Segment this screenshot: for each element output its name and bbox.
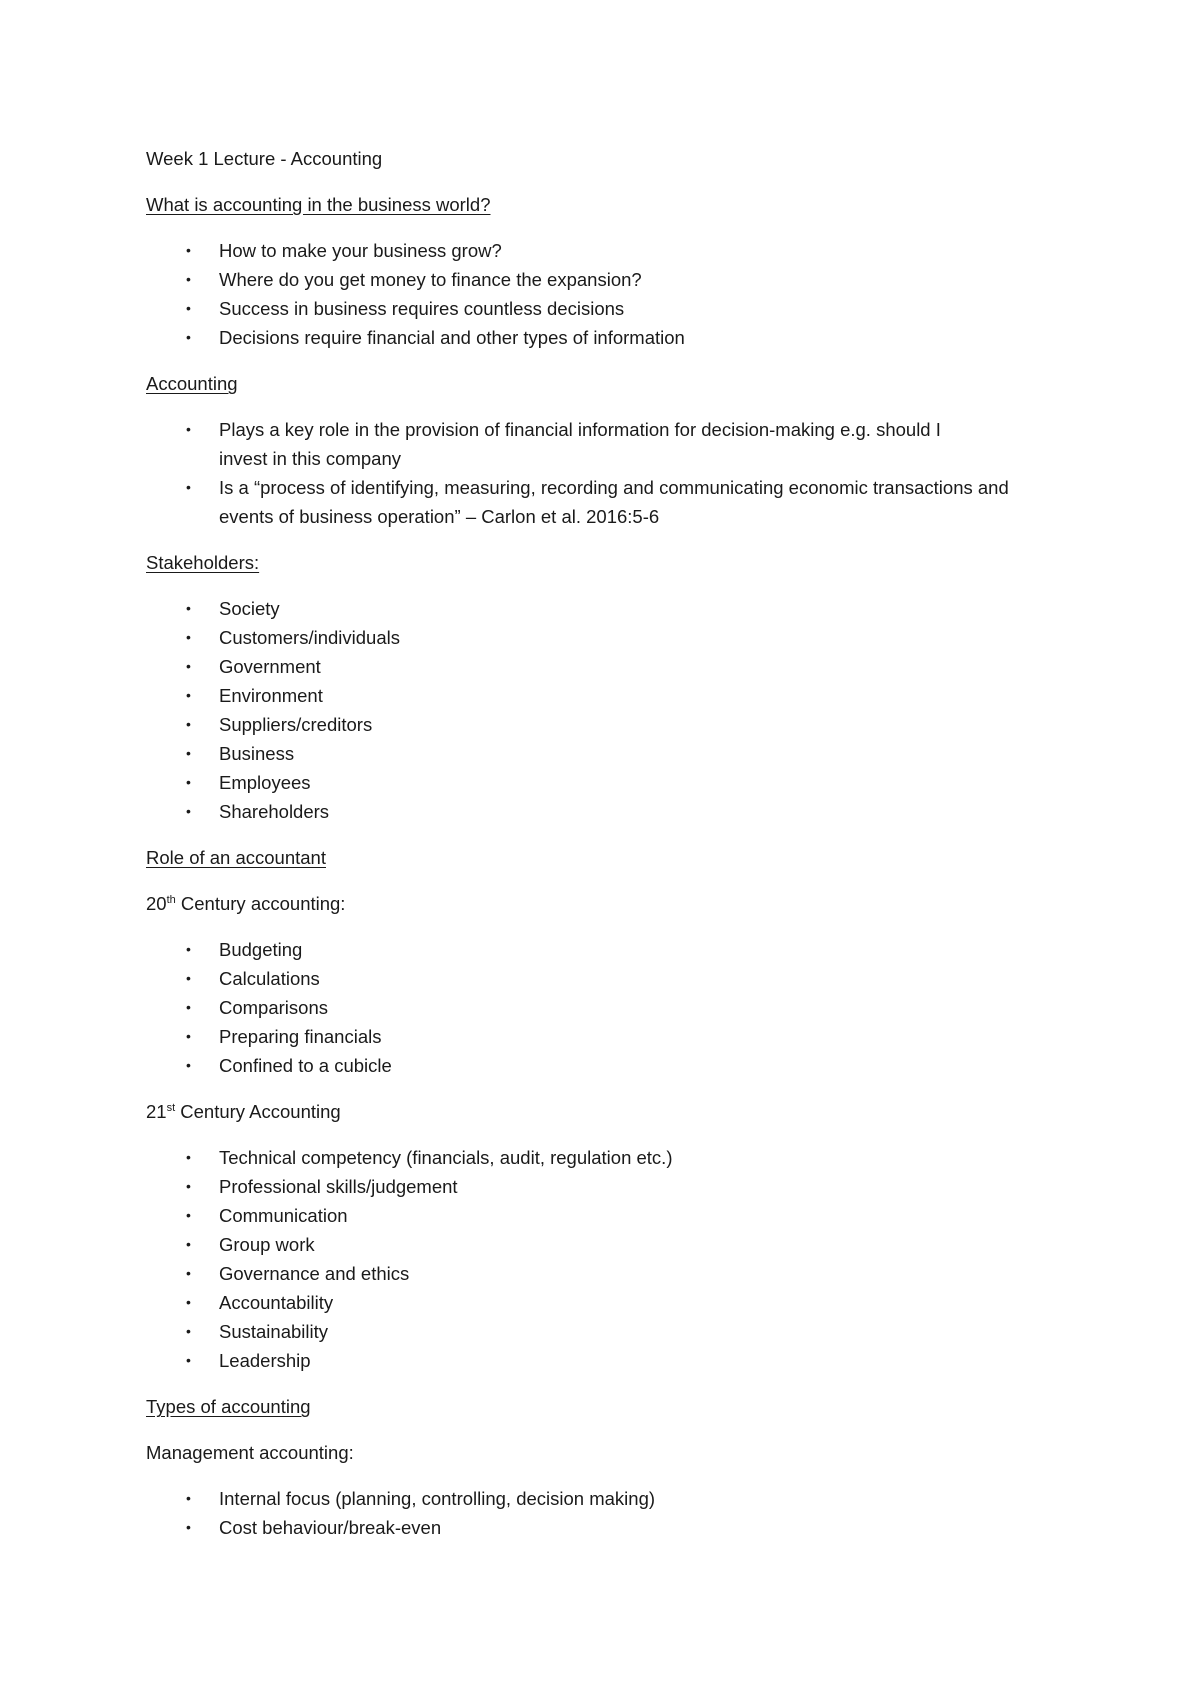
list-item: • Business — [146, 739, 1066, 768]
bullet-glyph: • — [186, 774, 191, 790]
bullet-glyph: • — [186, 970, 191, 986]
list-item: • Is a “process of identifying, measuring, recording and communicating economic transactions and events of business operation” – Carlon et al. 2016:5-6 — [146, 473, 1066, 531]
list-item: • Group work — [146, 1230, 1066, 1259]
section-heading-types: Types of accounting — [146, 1396, 311, 1417]
list-item: • Governance and ethics — [146, 1259, 1066, 1288]
bullet-glyph: • — [186, 1519, 191, 1535]
list-item: • Society — [146, 594, 1066, 623]
list-item: • Customers/individuals — [146, 623, 1066, 652]
list-item: • Decisions require financial and other types of information — [146, 323, 1066, 352]
bullet-glyph: • — [186, 658, 191, 674]
bullet-list-management-accounting — [146, 1484, 1066, 1542]
subheading-21st-century: 21st Century Accounting — [146, 1101, 341, 1122]
list-item: • Communication — [146, 1201, 1066, 1230]
bullet-glyph: • — [186, 1352, 191, 1368]
bullet-glyph: • — [186, 1028, 191, 1044]
list-item: • Comparisons — [146, 993, 1066, 1022]
bullet-list-stakeholders — [146, 594, 1066, 826]
bullet-glyph: • — [186, 329, 191, 345]
section-heading-accounting: Accounting — [146, 373, 238, 394]
list-item: • Shareholders — [146, 797, 1066, 826]
list-item: • Suppliers/creditors — [146, 710, 1066, 739]
list-item: • Success in business requires countless decisions — [146, 294, 1066, 323]
bullet-glyph: • — [186, 1323, 191, 1339]
bullet-glyph: • — [186, 242, 191, 258]
bullet-glyph: • — [186, 1207, 191, 1223]
bullet-glyph: • — [186, 1294, 191, 1310]
list-item: • Environment — [146, 681, 1066, 710]
bullet-glyph: • — [186, 300, 191, 316]
bullet-glyph: • — [186, 999, 191, 1015]
list-item: • Budgeting — [146, 935, 1066, 964]
list-item: • Accountability — [146, 1288, 1066, 1317]
section-heading-business-world: What is accounting in the business world? — [146, 194, 491, 215]
list-item: • Technical competency (financials, audit, regulation etc.) — [146, 1143, 1066, 1172]
list-item: • Where do you get money to finance the expansion? — [146, 265, 1066, 294]
bullet-glyph: • — [186, 745, 191, 761]
list-item: • Calculations — [146, 964, 1066, 993]
page-title: Week 1 Lecture - Accounting — [146, 148, 383, 169]
document-body — [146, 144, 1066, 1559]
list-item: • Preparing financials — [146, 1022, 1066, 1051]
subheading-20th-century: 20th Century accounting: — [146, 893, 346, 914]
bullet-list-accounting — [146, 415, 1066, 531]
list-item: • Cost behaviour/break-even — [146, 1513, 1066, 1542]
bullet-glyph: • — [186, 716, 191, 732]
bullet-glyph: • — [186, 803, 191, 819]
bullet-glyph: • — [186, 941, 191, 957]
list-item: • Professional skills/judgement — [146, 1172, 1066, 1201]
bullet-glyph: • — [186, 1057, 191, 1073]
bullet-glyph: • — [186, 629, 191, 645]
list-item: • Government — [146, 652, 1066, 681]
bullet-glyph: • — [186, 1265, 191, 1281]
list-item: • Employees — [146, 768, 1066, 797]
bullet-list-business-world — [146, 236, 1066, 352]
bullet-glyph: • — [186, 1236, 191, 1252]
list-item: • Plays a key role in the provision of financial information for decision-making e.g. should I invest in this company — [146, 415, 1066, 473]
bullet-glyph: • — [186, 1490, 191, 1506]
bullet-glyph: • — [186, 421, 191, 437]
list-item: • How to make your business grow? — [146, 236, 1066, 265]
section-heading-role: Role of an accountant — [146, 847, 326, 868]
list-item: • Internal focus (planning, controlling, decision making) — [146, 1484, 1066, 1513]
subheading-management-accounting: Management accounting: — [146, 1442, 354, 1463]
list-item: • Confined to a cubicle — [146, 1051, 1066, 1080]
bullet-glyph: • — [186, 1149, 191, 1165]
bullet-list-21st-century — [146, 1143, 1066, 1375]
bullet-glyph: • — [186, 600, 191, 616]
list-item: • Sustainability — [146, 1317, 1066, 1346]
bullet-glyph: • — [186, 1178, 191, 1194]
section-heading-stakeholders: Stakeholders: — [146, 552, 260, 573]
list-item: • Leadership — [146, 1346, 1066, 1375]
bullet-glyph: • — [186, 687, 191, 703]
bullet-list-20th-century — [146, 935, 1066, 1080]
bullet-glyph: • — [186, 271, 191, 287]
bullet-glyph: • — [186, 479, 191, 495]
